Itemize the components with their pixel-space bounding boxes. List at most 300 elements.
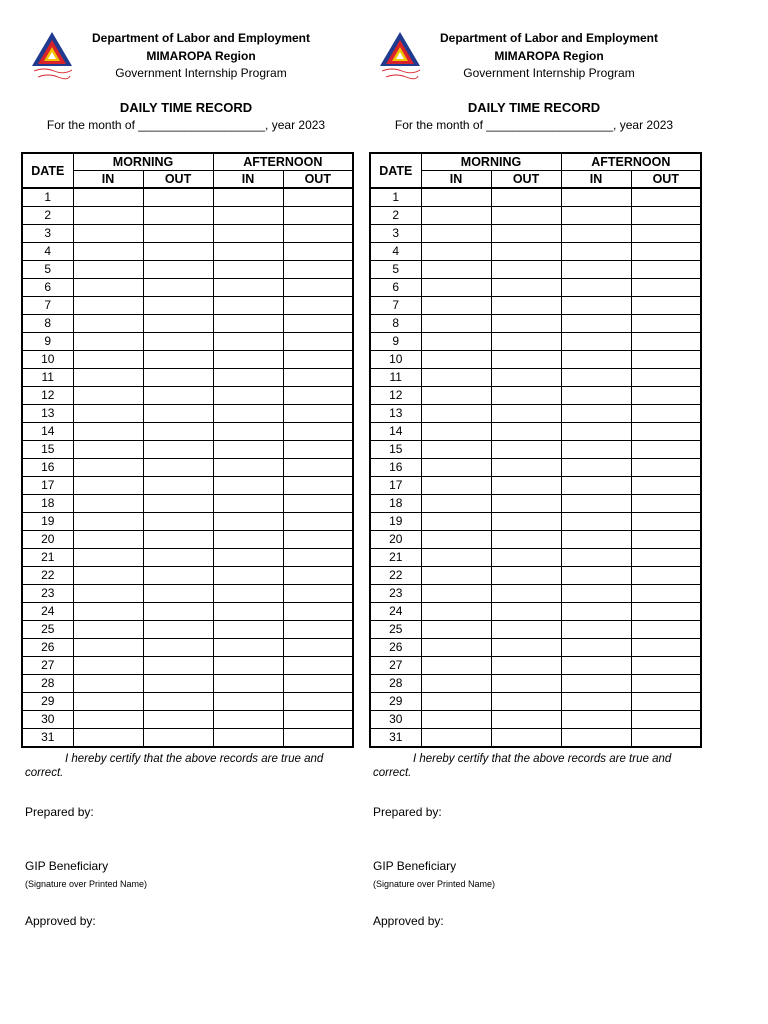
certification-text: I hereby certify that the above records are true and correct. <box>25 753 324 779</box>
morning-in-cell[interactable] <box>73 207 143 225</box>
morning-out-cell[interactable] <box>143 657 213 675</box>
afternoon-in-cell[interactable] <box>213 513 283 531</box>
day-number: 16 <box>22 459 73 477</box>
table-row <box>22 297 353 315</box>
certification-text: I hereby certify that the above records are true and correct. <box>373 753 672 779</box>
morning-in-cell[interactable] <box>73 729 143 748</box>
morning-header: MORNING <box>421 153 561 171</box>
morning-in-cell[interactable] <box>421 495 491 513</box>
morning-in-cell[interactable] <box>73 297 143 315</box>
afternoon-in-cell[interactable] <box>561 369 631 387</box>
afternoon-out-cell[interactable] <box>631 441 701 459</box>
afternoon-out-cell[interactable] <box>283 711 353 729</box>
morning-out-cell[interactable] <box>491 207 561 225</box>
morning-in-cell[interactable] <box>73 513 143 531</box>
morning-out-cell[interactable] <box>143 567 213 585</box>
afternoon-in-cell[interactable] <box>213 567 283 585</box>
afternoon-out-cell[interactable] <box>283 297 353 315</box>
afternoon-in-cell[interactable] <box>561 333 631 351</box>
morning-in-cell[interactable] <box>421 675 491 693</box>
morning-in-cell[interactable] <box>421 243 491 261</box>
morning-in-cell[interactable] <box>421 585 491 603</box>
table-row <box>370 567 701 585</box>
afternoon-in-cell[interactable] <box>561 657 631 675</box>
afternoon-out-cell[interactable] <box>283 405 353 423</box>
afternoon-in-cell[interactable] <box>213 729 283 748</box>
afternoon-in-cell[interactable] <box>561 495 631 513</box>
afternoon-in-cell[interactable] <box>561 387 631 405</box>
afternoon-in-cell[interactable] <box>561 261 631 279</box>
morning-in-cell[interactable] <box>73 693 143 711</box>
morning-out-cell[interactable] <box>491 405 561 423</box>
afternoon-out-cell[interactable] <box>283 188 353 207</box>
morning-out-cell[interactable] <box>143 225 213 243</box>
afternoon-in-cell[interactable] <box>561 279 631 297</box>
afternoon-in-cell[interactable] <box>213 693 283 711</box>
morning-in-cell[interactable] <box>73 279 143 297</box>
morning-out-cell[interactable] <box>491 188 561 207</box>
morning-out-cell[interactable] <box>143 477 213 495</box>
table-row <box>370 675 701 693</box>
afternoon-in-cell[interactable] <box>213 351 283 369</box>
afternoon-in-cell[interactable] <box>213 243 283 261</box>
morning-in-cell[interactable] <box>421 549 491 567</box>
afternoon-in-cell[interactable] <box>213 441 283 459</box>
morning-out-cell[interactable] <box>491 279 561 297</box>
morning-out-cell[interactable] <box>143 621 213 639</box>
morning-in-cell[interactable] <box>73 675 143 693</box>
afternoon-out-cell[interactable] <box>283 333 353 351</box>
afternoon-out-header: OUT <box>283 171 353 189</box>
morning-out-cell[interactable] <box>491 639 561 657</box>
afternoon-out-cell[interactable] <box>631 549 701 567</box>
morning-in-cell[interactable] <box>421 459 491 477</box>
table-row <box>22 207 353 225</box>
morning-out-cell[interactable] <box>143 585 213 603</box>
morning-in-cell[interactable] <box>421 513 491 531</box>
morning-out-cell[interactable] <box>491 549 561 567</box>
afternoon-in-cell[interactable] <box>213 603 283 621</box>
morning-in-cell[interactable] <box>73 315 143 333</box>
morning-in-cell[interactable] <box>73 603 143 621</box>
day-number: 30 <box>370 711 421 729</box>
afternoon-out-cell[interactable] <box>631 387 701 405</box>
morning-in-cell[interactable] <box>421 369 491 387</box>
morning-in-cell[interactable] <box>421 297 491 315</box>
morning-in-cell[interactable] <box>421 261 491 279</box>
table-row <box>370 693 701 711</box>
afternoon-out-cell[interactable] <box>631 207 701 225</box>
morning-in-cell[interactable] <box>73 621 143 639</box>
signature-note: (Signature over Printed Name) <box>25 879 148 889</box>
afternoon-out-cell[interactable] <box>631 657 701 675</box>
afternoon-in-cell[interactable] <box>213 207 283 225</box>
morning-in-cell[interactable] <box>73 441 143 459</box>
morning-in-cell[interactable] <box>73 549 143 567</box>
afternoon-in-cell[interactable] <box>561 693 631 711</box>
afternoon-in-cell[interactable] <box>561 297 631 315</box>
afternoon-out-cell[interactable] <box>631 639 701 657</box>
morning-in-cell[interactable] <box>421 693 491 711</box>
morning-out-cell[interactable] <box>143 387 213 405</box>
table-row <box>22 729 353 748</box>
table-row <box>22 711 353 729</box>
afternoon-in-cell[interactable] <box>213 675 283 693</box>
afternoon-in-cell[interactable] <box>213 333 283 351</box>
day-number: 29 <box>22 693 73 711</box>
morning-in-cell[interactable] <box>421 711 491 729</box>
morning-in-cell[interactable] <box>73 369 143 387</box>
day-number: 16 <box>370 459 421 477</box>
afternoon-in-cell[interactable] <box>213 387 283 405</box>
afternoon-in-cell[interactable] <box>561 729 631 748</box>
afternoon-out-cell[interactable] <box>283 621 353 639</box>
afternoon-out-cell[interactable] <box>283 423 353 441</box>
morning-out-cell[interactable] <box>491 495 561 513</box>
afternoon-in-cell[interactable] <box>213 495 283 513</box>
morning-out-cell[interactable] <box>143 639 213 657</box>
afternoon-in-cell[interactable] <box>213 459 283 477</box>
day-number: 21 <box>22 549 73 567</box>
afternoon-out-cell[interactable] <box>631 621 701 639</box>
morning-in-cell[interactable] <box>421 639 491 657</box>
afternoon-out-cell[interactable] <box>283 279 353 297</box>
afternoon-out-cell[interactable] <box>631 297 701 315</box>
morning-out-cell[interactable] <box>143 459 213 477</box>
afternoon-out-cell[interactable] <box>283 387 353 405</box>
afternoon-out-cell[interactable] <box>631 585 701 603</box>
afternoon-in-cell[interactable] <box>561 675 631 693</box>
morning-out-cell[interactable] <box>491 315 561 333</box>
morning-out-cell[interactable] <box>143 423 213 441</box>
afternoon-out-cell[interactable] <box>283 261 353 279</box>
afternoon-out-cell[interactable] <box>631 603 701 621</box>
afternoon-in-cell[interactable] <box>561 225 631 243</box>
afternoon-in-cell[interactable] <box>561 603 631 621</box>
morning-in-cell[interactable] <box>421 207 491 225</box>
morning-out-cell[interactable] <box>491 711 561 729</box>
morning-out-cell[interactable] <box>143 351 213 369</box>
table-row <box>22 531 353 549</box>
afternoon-out-cell[interactable] <box>283 693 353 711</box>
morning-in-cell[interactable] <box>421 188 491 207</box>
table-row <box>370 513 701 531</box>
program-name: Government Internship Program <box>115 66 287 80</box>
afternoon-in-cell[interactable] <box>561 639 631 657</box>
morning-out-cell[interactable] <box>143 297 213 315</box>
morning-in-cell[interactable] <box>421 477 491 495</box>
morning-in-cell[interactable] <box>421 333 491 351</box>
morning-out-cell[interactable] <box>143 441 213 459</box>
afternoon-in-cell[interactable] <box>561 405 631 423</box>
day-number: 8 <box>22 315 73 333</box>
morning-out-cell[interactable] <box>491 585 561 603</box>
afternoon-out-cell[interactable] <box>283 585 353 603</box>
afternoon-out-cell[interactable] <box>631 243 701 261</box>
afternoon-out-cell[interactable] <box>631 675 701 693</box>
morning-in-cell[interactable] <box>73 243 143 261</box>
morning-in-cell[interactable] <box>73 477 143 495</box>
afternoon-in-cell[interactable] <box>213 369 283 387</box>
afternoon-out-cell[interactable] <box>631 225 701 243</box>
morning-out-cell[interactable] <box>491 603 561 621</box>
morning-out-cell[interactable] <box>491 261 561 279</box>
afternoon-in-cell[interactable] <box>213 477 283 495</box>
afternoon-out-cell[interactable] <box>283 441 353 459</box>
morning-out-cell[interactable] <box>143 279 213 297</box>
afternoon-out-cell[interactable] <box>283 639 353 657</box>
morning-out-cell[interactable] <box>143 207 213 225</box>
afternoon-out-cell[interactable] <box>283 567 353 585</box>
day-number: 9 <box>22 333 73 351</box>
afternoon-out-cell[interactable] <box>631 261 701 279</box>
morning-out-cell[interactable] <box>143 603 213 621</box>
table-row <box>370 657 701 675</box>
morning-in-cell[interactable] <box>73 711 143 729</box>
afternoon-out-cell[interactable] <box>631 495 701 513</box>
morning-out-cell[interactable] <box>491 333 561 351</box>
afternoon-in-cell[interactable] <box>561 188 631 207</box>
morning-in-cell[interactable] <box>421 621 491 639</box>
morning-out-cell[interactable] <box>491 477 561 495</box>
afternoon-in-cell[interactable] <box>213 297 283 315</box>
morning-out-cell[interactable] <box>143 261 213 279</box>
table-row <box>370 549 701 567</box>
afternoon-in-cell[interactable] <box>561 315 631 333</box>
afternoon-out-cell[interactable] <box>283 243 353 261</box>
morning-out-cell[interactable] <box>491 621 561 639</box>
afternoon-in-cell[interactable] <box>561 477 631 495</box>
morning-in-cell[interactable] <box>421 423 491 441</box>
afternoon-out-cell[interactable] <box>283 459 353 477</box>
day-number: 18 <box>22 495 73 513</box>
day-number: 15 <box>370 441 421 459</box>
morning-out-cell[interactable] <box>143 675 213 693</box>
morning-in-cell[interactable] <box>73 261 143 279</box>
morning-in-cell[interactable] <box>73 639 143 657</box>
morning-in-cell[interactable] <box>73 351 143 369</box>
table-row <box>370 387 701 405</box>
morning-out-cell[interactable] <box>491 387 561 405</box>
afternoon-in-cell[interactable] <box>213 585 283 603</box>
morning-out-cell[interactable] <box>491 297 561 315</box>
afternoon-out-cell[interactable] <box>283 675 353 693</box>
afternoon-in-cell[interactable] <box>561 711 631 729</box>
table-row <box>22 567 353 585</box>
morning-out-cell[interactable] <box>491 423 561 441</box>
afternoon-out-cell[interactable] <box>631 729 701 748</box>
morning-out-cell[interactable] <box>491 675 561 693</box>
morning-in-cell[interactable] <box>73 585 143 603</box>
afternoon-in-cell[interactable] <box>213 711 283 729</box>
afternoon-in-cell[interactable] <box>213 405 283 423</box>
afternoon-in-cell[interactable] <box>213 315 283 333</box>
morning-in-cell[interactable] <box>73 495 143 513</box>
afternoon-in-cell[interactable] <box>213 423 283 441</box>
day-number: 8 <box>370 315 421 333</box>
table-row <box>370 261 701 279</box>
morning-in-cell[interactable] <box>421 279 491 297</box>
afternoon-in-cell[interactable] <box>213 188 283 207</box>
afternoon-out-cell[interactable] <box>283 369 353 387</box>
morning-in-cell[interactable] <box>73 567 143 585</box>
afternoon-in-cell[interactable] <box>561 423 631 441</box>
morning-out-cell[interactable] <box>491 513 561 531</box>
day-number: 7 <box>22 297 73 315</box>
afternoon-in-cell[interactable] <box>213 225 283 243</box>
morning-in-cell[interactable] <box>73 531 143 549</box>
afternoon-out-cell[interactable] <box>631 477 701 495</box>
afternoon-out-cell[interactable] <box>283 351 353 369</box>
afternoon-out-cell[interactable] <box>631 531 701 549</box>
afternoon-out-cell[interactable] <box>631 315 701 333</box>
afternoon-in-cell[interactable] <box>561 621 631 639</box>
morning-out-cell[interactable] <box>491 459 561 477</box>
morning-in-cell[interactable] <box>421 225 491 243</box>
afternoon-out-cell[interactable] <box>283 207 353 225</box>
day-number: 10 <box>370 351 421 369</box>
morning-out-cell[interactable] <box>491 657 561 675</box>
morning-out-cell[interactable] <box>491 369 561 387</box>
morning-in-cell[interactable] <box>421 405 491 423</box>
morning-out-cell[interactable] <box>491 531 561 549</box>
table-row <box>370 531 701 549</box>
morning-in-cell[interactable] <box>73 188 143 207</box>
morning-in-cell[interactable] <box>421 315 491 333</box>
table-row <box>22 243 353 261</box>
morning-out-cell[interactable] <box>143 315 213 333</box>
morning-out-cell[interactable] <box>143 333 213 351</box>
month-line: For the month of ___________________, year 2023 <box>46 118 326 132</box>
approved-by-label: Approved by: <box>25 914 96 928</box>
afternoon-out-cell[interactable] <box>631 333 701 351</box>
afternoon-in-cell[interactable] <box>213 657 283 675</box>
region-name: MIMAROPA Region <box>146 49 256 63</box>
afternoon-in-cell[interactable] <box>561 207 631 225</box>
morning-in-cell[interactable] <box>421 657 491 675</box>
morning-in-cell[interactable] <box>73 459 143 477</box>
afternoon-out-cell[interactable] <box>631 693 701 711</box>
morning-out-cell[interactable] <box>491 441 561 459</box>
afternoon-in-cell[interactable] <box>213 549 283 567</box>
afternoon-out-cell[interactable] <box>283 315 353 333</box>
table-row <box>370 459 701 477</box>
morning-in-cell[interactable] <box>73 405 143 423</box>
table-row <box>370 585 701 603</box>
afternoon-header: AFTERNOON <box>561 153 701 171</box>
morning-in-cell[interactable] <box>73 657 143 675</box>
afternoon-out-cell[interactable] <box>631 567 701 585</box>
afternoon-out-cell[interactable] <box>283 603 353 621</box>
morning-in-cell[interactable] <box>421 387 491 405</box>
morning-out-cell[interactable] <box>143 531 213 549</box>
day-number: 4 <box>22 243 73 261</box>
afternoon-out-cell[interactable] <box>631 405 701 423</box>
afternoon-in-cell[interactable] <box>561 531 631 549</box>
morning-out-cell[interactable] <box>143 549 213 567</box>
afternoon-in-cell[interactable] <box>561 459 631 477</box>
afternoon-out-cell[interactable] <box>631 351 701 369</box>
afternoon-in-cell[interactable] <box>561 549 631 567</box>
morning-out-cell[interactable] <box>143 369 213 387</box>
afternoon-out-cell[interactable] <box>283 513 353 531</box>
afternoon-in-cell[interactable] <box>213 621 283 639</box>
afternoon-in-cell[interactable] <box>561 585 631 603</box>
day-number: 15 <box>22 441 73 459</box>
morning-out-cell[interactable] <box>143 513 213 531</box>
afternoon-out-cell[interactable] <box>283 657 353 675</box>
afternoon-in-cell[interactable] <box>561 513 631 531</box>
afternoon-in-cell[interactable] <box>213 261 283 279</box>
afternoon-out-cell[interactable] <box>631 711 701 729</box>
morning-in-cell[interactable] <box>421 729 491 748</box>
morning-out-cell[interactable] <box>143 729 213 748</box>
afternoon-out-cell[interactable] <box>631 513 701 531</box>
morning-out-cell[interactable] <box>491 243 561 261</box>
table-row <box>22 315 353 333</box>
morning-in-cell[interactable] <box>73 387 143 405</box>
afternoon-out-cell[interactable] <box>631 279 701 297</box>
morning-out-cell[interactable] <box>143 188 213 207</box>
morning-out-cell[interactable] <box>143 243 213 261</box>
afternoon-out-cell[interactable] <box>283 729 353 748</box>
morning-in-cell[interactable] <box>421 567 491 585</box>
afternoon-in-cell[interactable] <box>561 351 631 369</box>
table-row <box>22 675 353 693</box>
morning-out-cell[interactable] <box>143 495 213 513</box>
afternoon-out-cell[interactable] <box>631 459 701 477</box>
morning-in-cell[interactable] <box>421 441 491 459</box>
afternoon-in-cell[interactable] <box>213 279 283 297</box>
day-number: 25 <box>370 621 421 639</box>
afternoon-in-cell[interactable] <box>561 567 631 585</box>
afternoon-out-cell[interactable] <box>283 477 353 495</box>
morning-in-cell[interactable] <box>73 225 143 243</box>
morning-out-cell[interactable] <box>491 567 561 585</box>
morning-out-cell[interactable] <box>143 405 213 423</box>
afternoon-out-cell[interactable] <box>283 225 353 243</box>
afternoon-in-cell[interactable] <box>561 441 631 459</box>
morning-out-cell[interactable] <box>491 693 561 711</box>
afternoon-out-cell[interactable] <box>283 495 353 513</box>
morning-out-cell[interactable] <box>491 225 561 243</box>
morning-out-cell[interactable] <box>143 693 213 711</box>
afternoon-out-cell[interactable] <box>283 549 353 567</box>
day-number: 26 <box>370 639 421 657</box>
morning-in-cell[interactable] <box>73 333 143 351</box>
morning-in-cell[interactable] <box>73 423 143 441</box>
morning-out-cell[interactable] <box>491 729 561 748</box>
morning-out-cell[interactable] <box>143 711 213 729</box>
day-number: 28 <box>370 675 421 693</box>
morning-out-cell[interactable] <box>491 351 561 369</box>
morning-in-cell[interactable] <box>421 603 491 621</box>
day-number: 21 <box>370 549 421 567</box>
afternoon-out-cell[interactable] <box>631 369 701 387</box>
afternoon-out-cell[interactable] <box>631 423 701 441</box>
morning-in-cell[interactable] <box>421 351 491 369</box>
day-number: 23 <box>370 585 421 603</box>
day-number: 7 <box>370 297 421 315</box>
table-row <box>22 657 353 675</box>
table-row <box>22 621 353 639</box>
afternoon-in-cell[interactable] <box>213 531 283 549</box>
afternoon-in-cell[interactable] <box>213 639 283 657</box>
afternoon-out-cell[interactable] <box>283 531 353 549</box>
afternoon-out-cell[interactable] <box>631 188 701 207</box>
morning-in-cell[interactable] <box>421 531 491 549</box>
afternoon-in-cell[interactable] <box>561 243 631 261</box>
